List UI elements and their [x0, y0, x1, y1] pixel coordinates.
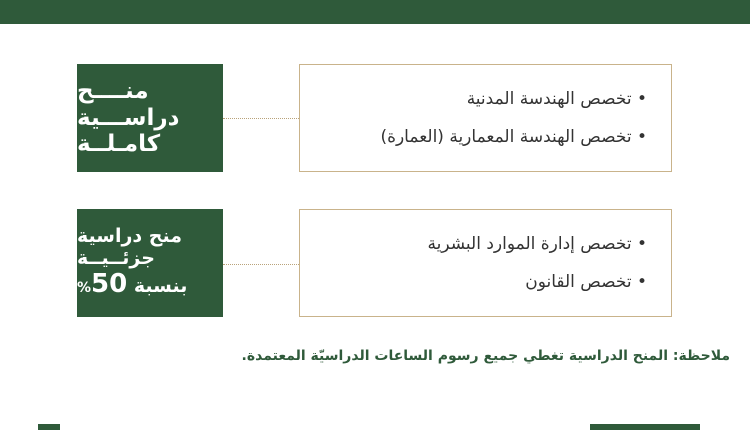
dotted-connector — [223, 118, 299, 119]
bullet-icon: • — [636, 272, 647, 292]
badge-percent-word: بنسبة — [133, 274, 188, 297]
badge-percent-number: 50 — [91, 268, 128, 299]
badge-line: دراســـية — [77, 104, 180, 131]
footer-fragment — [590, 424, 700, 430]
major-item — [300, 127, 647, 147]
major-label: تخصص إدارة الموارد البشرية — [427, 234, 632, 254]
major-label: تخصص الهندسة المدنية — [466, 89, 632, 109]
footnote: ملاحظة: المنح الدراسية تغطي جميع رسوم الساعات الدراسيّة المعتمدة. — [241, 348, 730, 364]
badge-line: كامـلــة — [77, 131, 161, 158]
partial-scholarship-badge — [77, 209, 223, 317]
header-bar — [0, 0, 750, 24]
major-item — [300, 272, 647, 292]
major-item — [300, 234, 647, 254]
full-scholarship-majors-box — [299, 64, 672, 172]
full-scholarship-badge — [77, 64, 223, 172]
percent-sign: % — [77, 279, 92, 296]
bullet-icon: • — [636, 89, 647, 109]
major-label: تخصص القانون — [525, 272, 632, 292]
major-item — [300, 89, 647, 109]
badge-line: منح دراسية — [77, 225, 182, 248]
bullet-icon: • — [636, 127, 647, 147]
badge-line — [77, 270, 187, 300]
badge-line: جزئــيــة — [77, 247, 155, 270]
footer-fragment — [38, 424, 60, 430]
badge-line: منــــح — [77, 78, 149, 105]
major-label: تخصص الهندسة المعمارية (العمارة) — [380, 127, 632, 147]
dotted-connector — [223, 264, 299, 265]
bullet-icon: • — [636, 234, 647, 254]
partial-scholarship-majors-box — [299, 209, 672, 317]
